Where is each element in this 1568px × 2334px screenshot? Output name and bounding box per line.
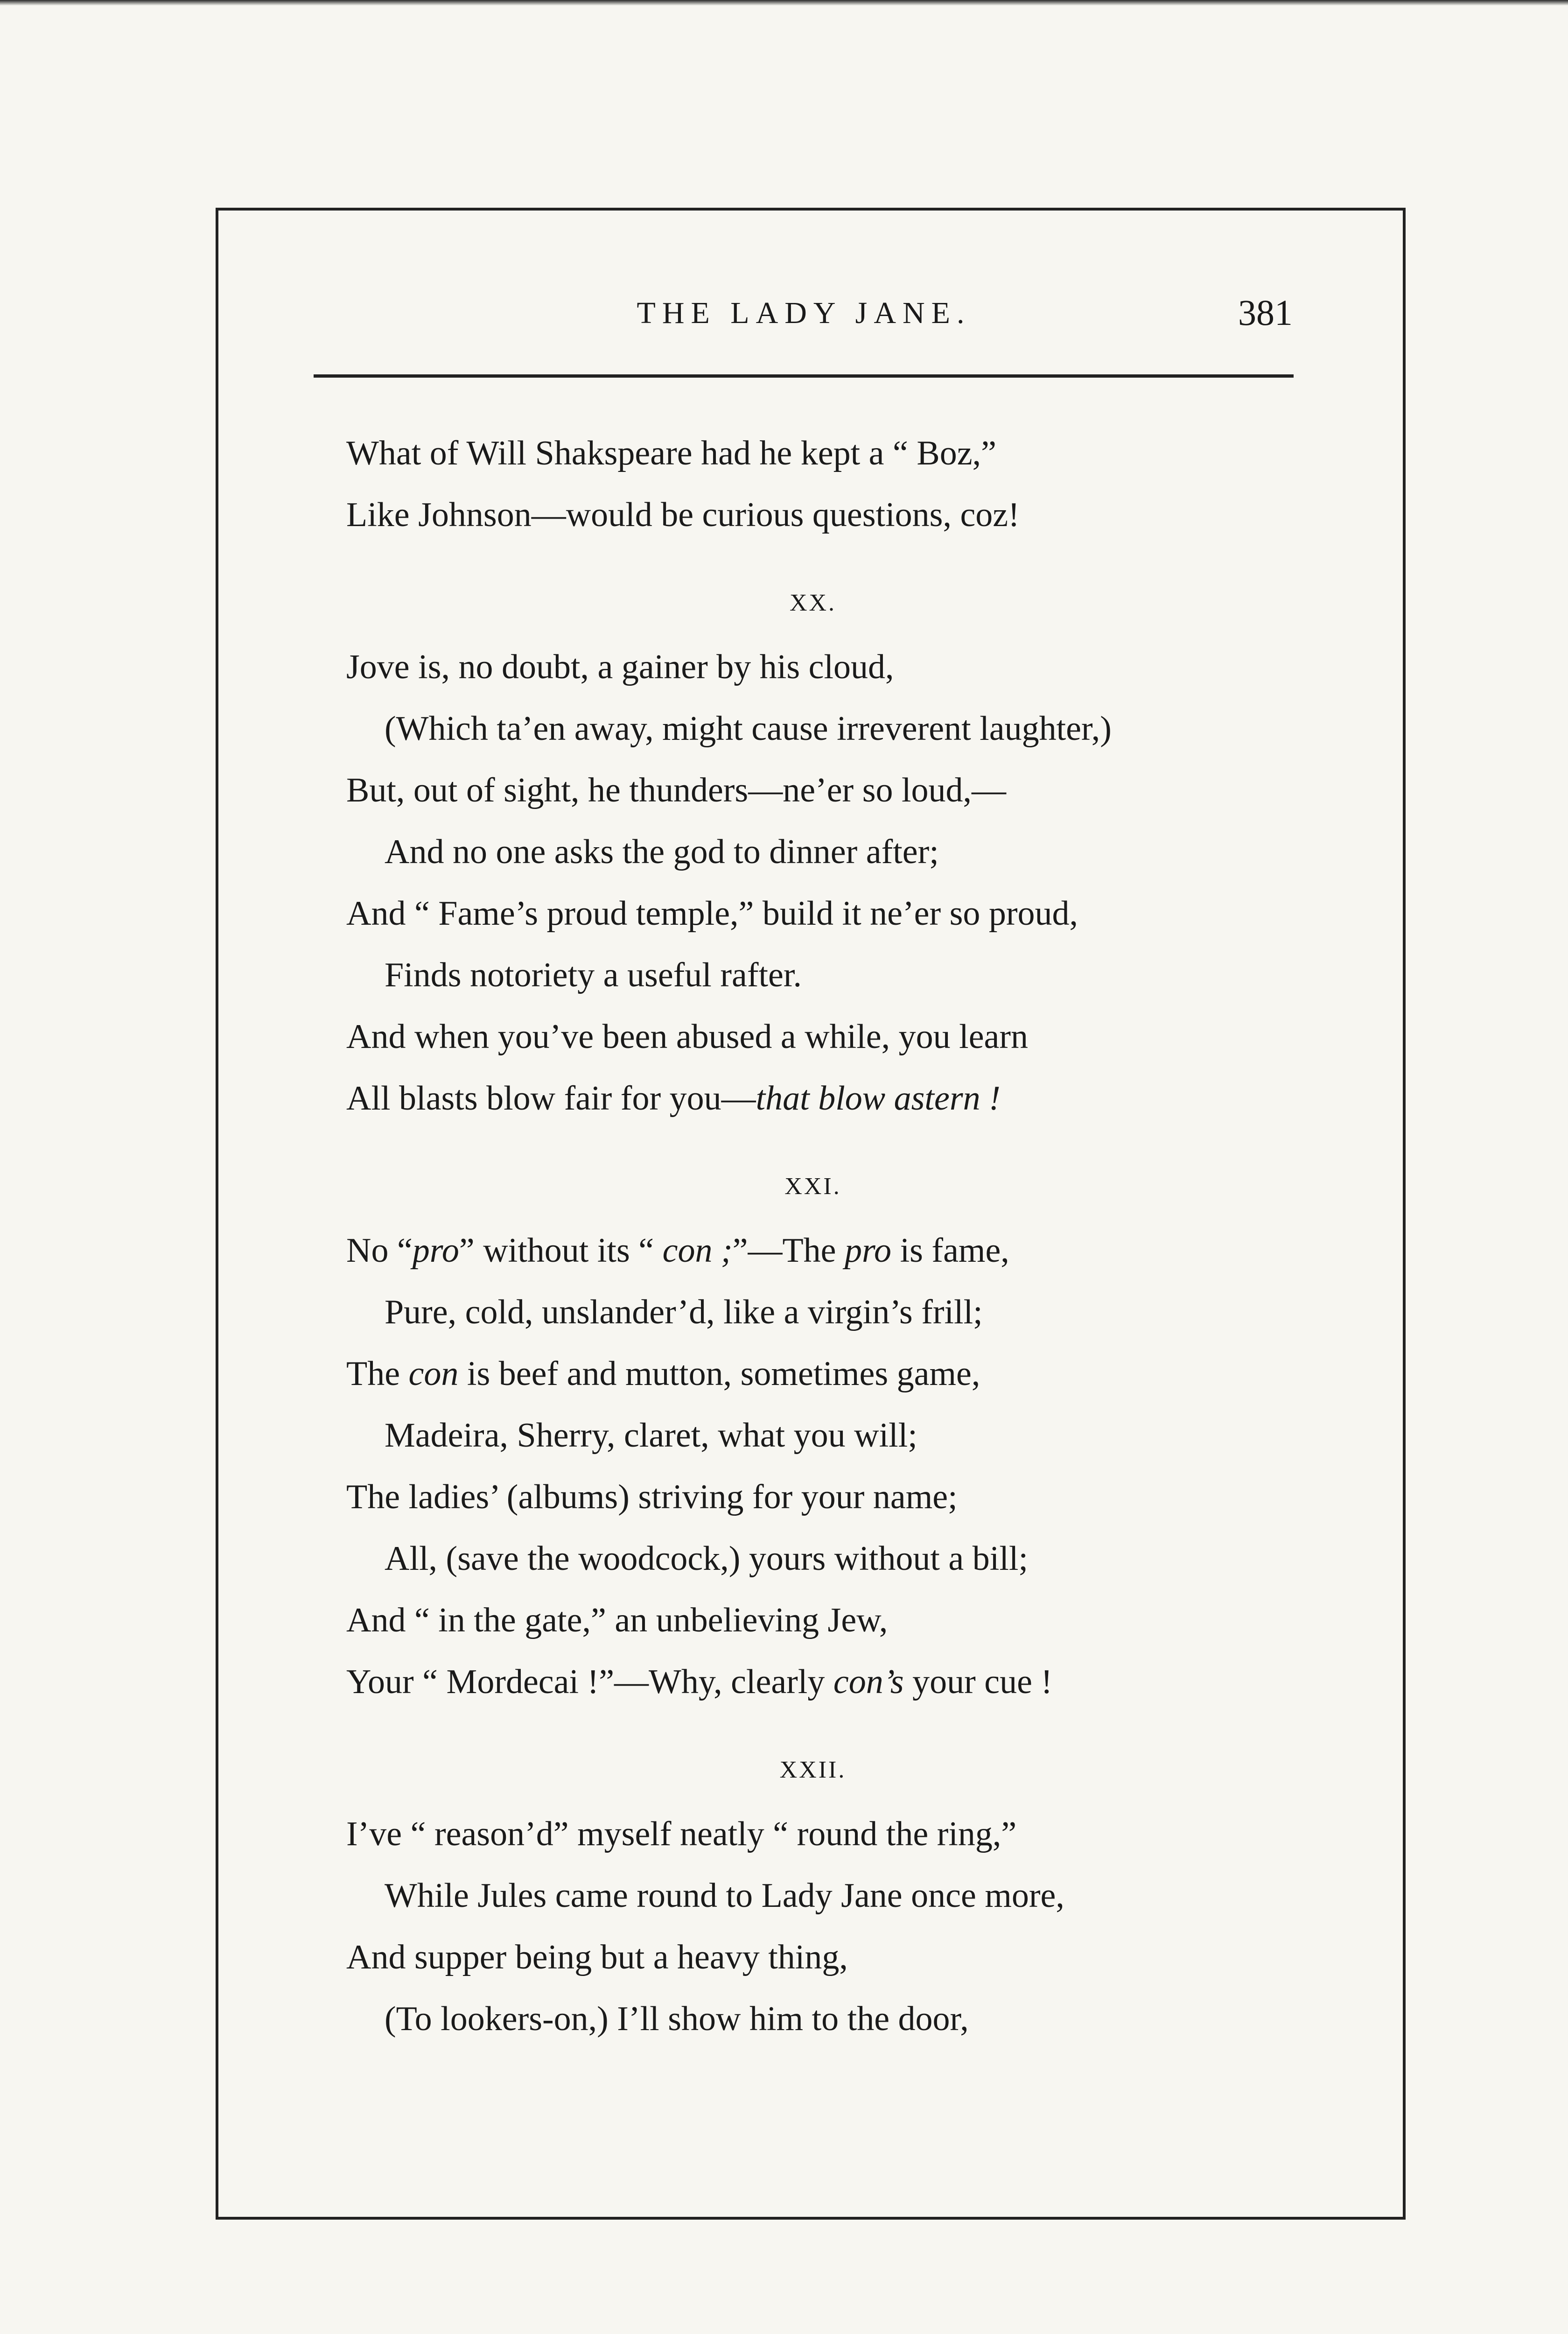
- stanza-numeral-xxi: XXI.: [784, 1173, 841, 1200]
- verse-line: All, (save the woodcock,) yours without a bill;: [385, 1540, 1029, 1578]
- header-rule: [314, 374, 1294, 378]
- verse-text: All blasts blow fair for you—: [346, 1079, 756, 1118]
- verse-line: Like Johnson—would be curious questions, coz!: [346, 496, 1020, 534]
- verse-line: [346, 1343, 1350, 1405]
- verse-line: (Which ta’en away, might cause irreverent laughter,): [385, 710, 1112, 748]
- verse-text: ”—The: [732, 1231, 845, 1270]
- verse-line: Madeira, Sherry, claret, what you will;: [385, 1416, 917, 1455]
- verse-line: I’ve “ reason’d” myself neatly “ round the ring,”: [346, 1815, 1017, 1853]
- verse-line: Pure, cold, unslander’d, like a virgin’s frill;: [385, 1293, 983, 1331]
- running-title: THE LADY JANE.: [637, 296, 971, 330]
- verse-line: And when you’ve been abused a while, you learn: [346, 1018, 1029, 1056]
- verse-line: [346, 1220, 1350, 1281]
- verse-italic-text: pro: [845, 1231, 892, 1270]
- verse-text: ” without its “: [459, 1231, 663, 1270]
- verse-line: And “ in the gate,” an unbelieving Jew,: [346, 1601, 888, 1639]
- running-head: [315, 292, 1293, 338]
- stanza-numeral-xxii: XXII.: [779, 1757, 847, 1783]
- verse-line: Jove is, no doubt, a gainer by his cloud,: [346, 648, 894, 686]
- verse-italic-text: pro: [412, 1231, 459, 1270]
- verse-text: Your “ Mordecai !”—Why, clearly: [346, 1663, 833, 1701]
- stanza-numeral-xx: XX.: [789, 590, 837, 616]
- verse-text: No “: [346, 1231, 413, 1270]
- verse-line: [346, 1651, 1350, 1713]
- page-top-shadow: [0, 0, 1568, 6]
- verse-text: The: [346, 1355, 409, 1393]
- verse-line: Finds notoriety a useful rafter.: [385, 956, 802, 994]
- verse-line: The ladies’ (albums) striving for your name;: [346, 1478, 958, 1516]
- verse-line: And supper being but a heavy thing,: [346, 1938, 848, 1976]
- verse-line: [346, 1068, 1350, 1129]
- verse-italic-text: that blow astern !: [756, 1079, 1001, 1118]
- verse-line: And no one asks the god to dinner after;: [385, 833, 939, 871]
- page-number: 381: [1238, 292, 1293, 333]
- verse-italic-text: con ;: [662, 1231, 733, 1270]
- verse-text: is beef and mutton, sometimes game,: [458, 1355, 980, 1393]
- verse-line: But, out of sight, he thunders—ne’er so loud,—: [346, 771, 1007, 809]
- verse-text: is fame,: [891, 1231, 1009, 1270]
- verse-line: What of Will Shakspeare had he kept a “ Boz,”: [346, 434, 996, 472]
- verse-line: And “ Fame’s proud temple,” build it ne’er so proud,: [346, 894, 1078, 933]
- verse-text: your cue !: [903, 1663, 1053, 1701]
- poem-text: [346, 422, 1350, 2050]
- verse-italic-text: con: [408, 1355, 459, 1393]
- verse-line: While Jules came round to Lady Jane once more,: [385, 1877, 1064, 1915]
- verse-line: (To lookers-on,) I’ll show him to the door,: [385, 2000, 969, 2038]
- verse-italic-text: con’s: [833, 1663, 904, 1701]
